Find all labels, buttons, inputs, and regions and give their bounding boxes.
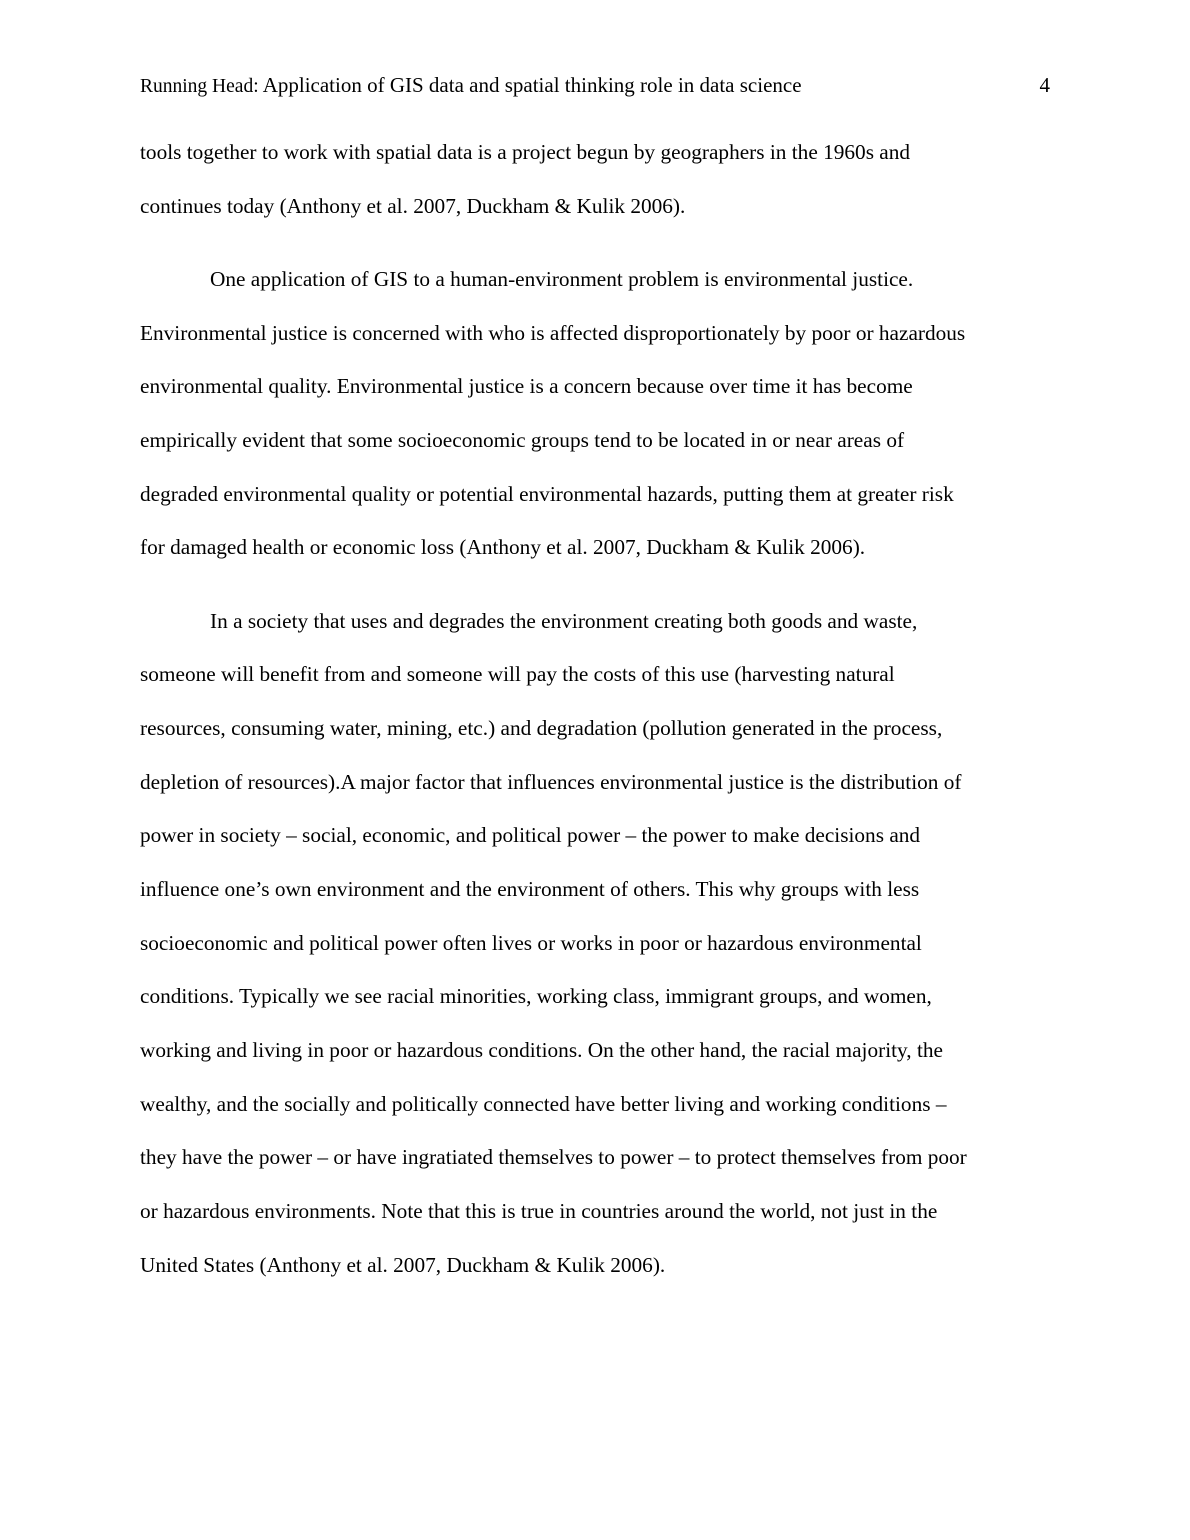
text-line: United States (Anthony et al. 2007, Duckham & Kulik 2006). — [140, 1252, 666, 1277]
text-line: environmental quality. Environmental justice is a concern because over time it has become — [140, 374, 913, 399]
text-line: working and living in poor or hazardous conditions. On the other hand, the racial majority, the — [140, 1038, 943, 1062]
text-line: Environmental justice is concerned with who is affected disproportionately by poor or hazardous — [140, 320, 966, 345]
paragraph-3 — [140, 595, 1050, 1293]
text-line: influence one’s own environment and the environment of others. This why groups with less — [140, 876, 920, 901]
text-line: resources, consuming water, mining, etc.) and degradation (pollution generated in the process, — [140, 715, 943, 740]
text-line: or hazardous environments. Note that this is true in countries around the world, not just in the — [140, 1199, 938, 1224]
text-line: In a society that uses and degrades the environment creating both goods and waste, — [210, 608, 918, 633]
body-text — [140, 126, 1050, 1292]
text-line: One application of GIS to a human-environment problem is environmental justice. — [210, 266, 914, 291]
text-line: for damaged health or economic loss (Anthony et al. 2007, Duckham & Kulik 2006). — [140, 535, 866, 560]
running-head-text: Application of GIS data and spatial thinking role in data science — [262, 73, 802, 97]
running-head-label: Running Head: — [140, 76, 259, 97]
paragraph-1 — [140, 126, 1050, 233]
text-line: conditions. Typically we see racial minorities, working class, immigrant groups, and women, — [140, 984, 932, 1009]
text-line: empirically evident that some socioeconomic groups tend to be located in or near areas of — [140, 427, 905, 452]
text-line: power in society – social, economic, and political power – the power to make decisions and — [140, 823, 921, 848]
page-number: 4 — [1039, 73, 1050, 97]
running-head-title — [140, 71, 802, 101]
text-line: wealthy, and the socially and politically connected have better living and working conditions – — [140, 1091, 947, 1116]
text-line: depletion of resources).A major factor that influences environmental justice is the distribution of — [140, 769, 962, 794]
text-line: continues today (Anthony et al. 2007, Duckham & Kulik 2006). — [140, 193, 686, 218]
running-head — [140, 71, 1050, 99]
text-line: tools together to work with spatial data is a project begun by geographers in the 1960s and — [140, 140, 911, 164]
text-line: someone will benefit from and someone will pay the costs of this use (harvesting natural — [140, 662, 895, 687]
text-line: degraded environmental quality or potential environmental hazards, putting them at greater risk — [140, 481, 954, 506]
text-line: socioeconomic and political power often lives or works in poor or hazardous environmental — [140, 930, 922, 955]
text-line: they have the power – or have ingratiated themselves to power – to protect themselves from poor — [140, 1145, 967, 1170]
paragraph-2 — [140, 253, 1050, 575]
